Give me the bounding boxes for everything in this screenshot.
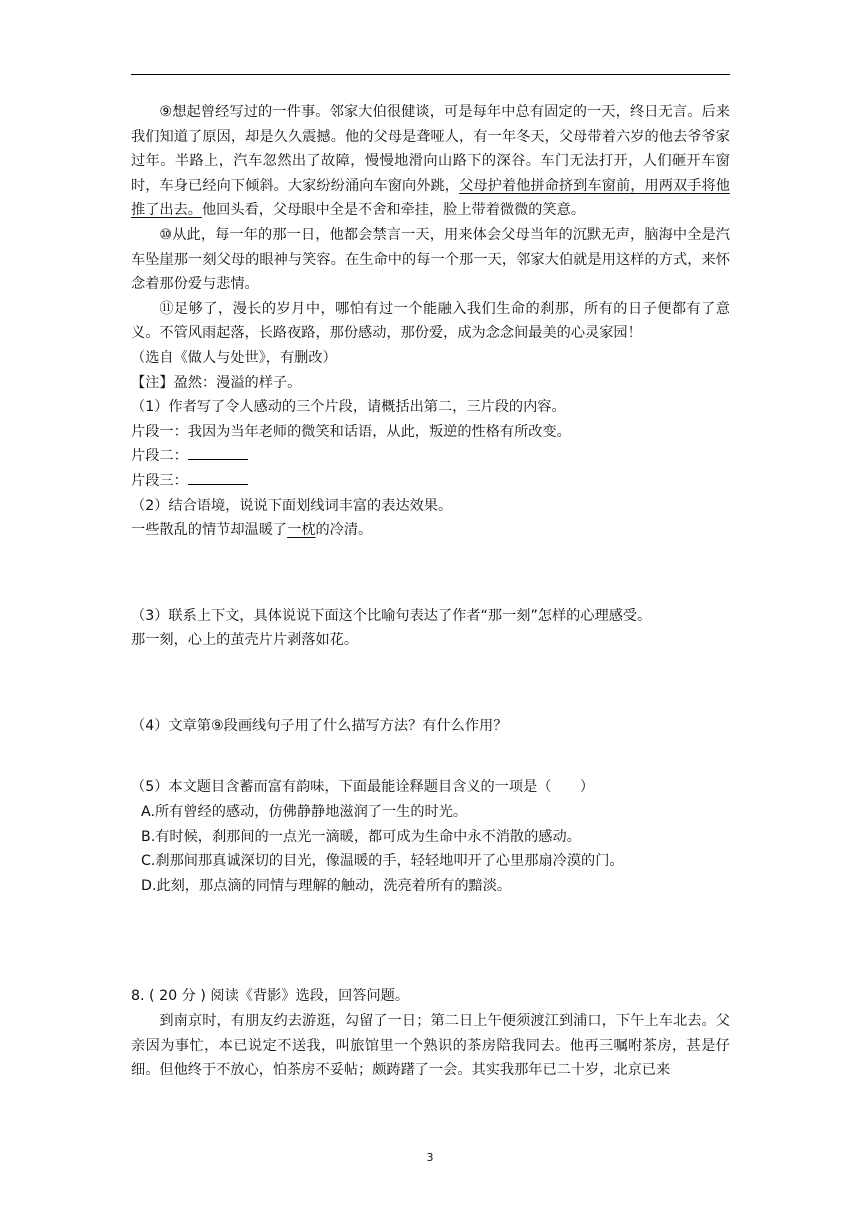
segment-2-blank[interactable]	[188, 445, 248, 460]
question-1-prompt: （1）作者写了令人感动的三个片段，请概括出第二，三片段的内容。	[131, 399, 566, 416]
segment-2-label: 片段二：	[131, 448, 188, 465]
question-2-sentence	[131, 518, 730, 543]
paragraph-9-text: ⑨想起曾经写过的一件事。邻家大伯很健谈，可是每年中总有固定的一天，终日无言。后来我们知道了原因，却是久久震撼。他的父母是聋哑人，有一年冬天，父母带着六岁的他去爷爷家过年。半路上，汽车忽然出了故障，慢慢地滑向山路下的深谷。车门无法打开，人们砸开车窗时，车身已经向下倾斜。大家纷纷涌向车窗向外跳，	[131, 104, 730, 194]
paragraph-11: ⑪足够了，漫长的岁月中，哪怕有过一个能融入我们生命的刹那，所有的日子便都有了意义。不管风雨起落，长路夜路，那份感动，那份爱，成为念念间最美的心灵家园！	[131, 300, 730, 342]
segment-2-line	[131, 444, 730, 469]
segment-3-label: 片段三：	[131, 472, 188, 489]
source-line: （选自《做人与处世》，有删改）	[131, 349, 337, 366]
segment-1-answer: 片段一：我因为当年老师的微笑和话语，从此，叛逆的性格有所改变。	[131, 423, 571, 440]
page-content	[131, 100, 730, 1083]
question-4-prompt: （4）文章第⑨段画线句子用了什么描写方法？有什么作用？	[131, 717, 508, 734]
question-3-prompt: （3）联系上下文，具体说说下面这个比喻句表达了作者“那一刻”怎样的心理感受。	[131, 607, 652, 624]
question-2-sentence-start: 一些散乱的情节却温暖了	[131, 522, 288, 539]
question-5-prompt: （5）本文题目含蓄而富有韵味，下面最能诠释题目含义的一项是（ ）	[131, 779, 595, 796]
option-b[interactable]: B.有时候，刹那间的一点光一滴暖，都可成为生命中永不消散的感动。	[141, 828, 581, 845]
answer-space-2[interactable]	[131, 543, 730, 604]
question-2-prompt: （2）结合语境，说说下面划线词丰富的表达效果。	[131, 497, 453, 514]
answer-space-4[interactable]	[131, 738, 730, 775]
question-8-passage: 到南京时，有朋友约去游逛，勾留了一日；第二日上午便须渡江到浦口，下午上车北去。父亲因为事忙，本已说定不送我，叫旅馆里一个熟识的茶房陪我同去。他再三嘱咐茶房，甚是仔细。但他终于不放心，怕茶房不妥帖；颇踌躇了一会。其实我那年已二十岁，北京已来	[131, 1013, 730, 1079]
question-2-underlined-word: 一枕	[287, 522, 316, 539]
header-rule	[131, 74, 730, 75]
question-8-heading: 8. ( 20 分 ) 阅读《背影》选段，回答问题。	[131, 988, 410, 1005]
option-d[interactable]: D.此刻，那点滴的同情与理解的触动，洗亮着所有的黯淡。	[141, 877, 512, 894]
paragraph-9	[131, 100, 730, 223]
answer-space-3[interactable]	[131, 653, 730, 714]
segment-3-blank[interactable]	[188, 470, 248, 485]
option-a[interactable]: A.所有曾经的感动，仿佛静静地滋润了一生的时光。	[141, 804, 468, 821]
blank-space	[131, 898, 730, 984]
question-2-sentence-end: 的冷清。	[315, 522, 373, 539]
paragraph-10: ⑩从此，每一年的那一日，他都会禁言一天，用来体会父母当年的沉默无声，脑海中全是汽车坠崖那一刻父母的眼神与笑容。在生命中的每一个那一天，邻家大伯就是用这样的方式，来怀念着那份爱与悲情。	[131, 226, 730, 293]
page-number: 3	[426, 1151, 434, 1164]
paragraph-9-text-end: 他回头看，父母眼中全是不舍和牵挂，脸上带着微微的笑意。	[201, 202, 586, 219]
option-c[interactable]: C.刹那间那真诚深切的目光，像温暖的手，轻轻地叩开了心里那扇冷漠的门。	[141, 853, 624, 870]
question-3-sentence: 那一刻，心上的茧壳片片剥落如花。	[131, 632, 359, 649]
segment-3-line	[131, 469, 730, 494]
paragraph-9-underlined-sentence: 父母护着他拼命挤到车窗前，用两双手将他推了出去。	[131, 177, 730, 219]
annotation-note: 【注】盈然：漫溢的样子。	[131, 374, 302, 391]
